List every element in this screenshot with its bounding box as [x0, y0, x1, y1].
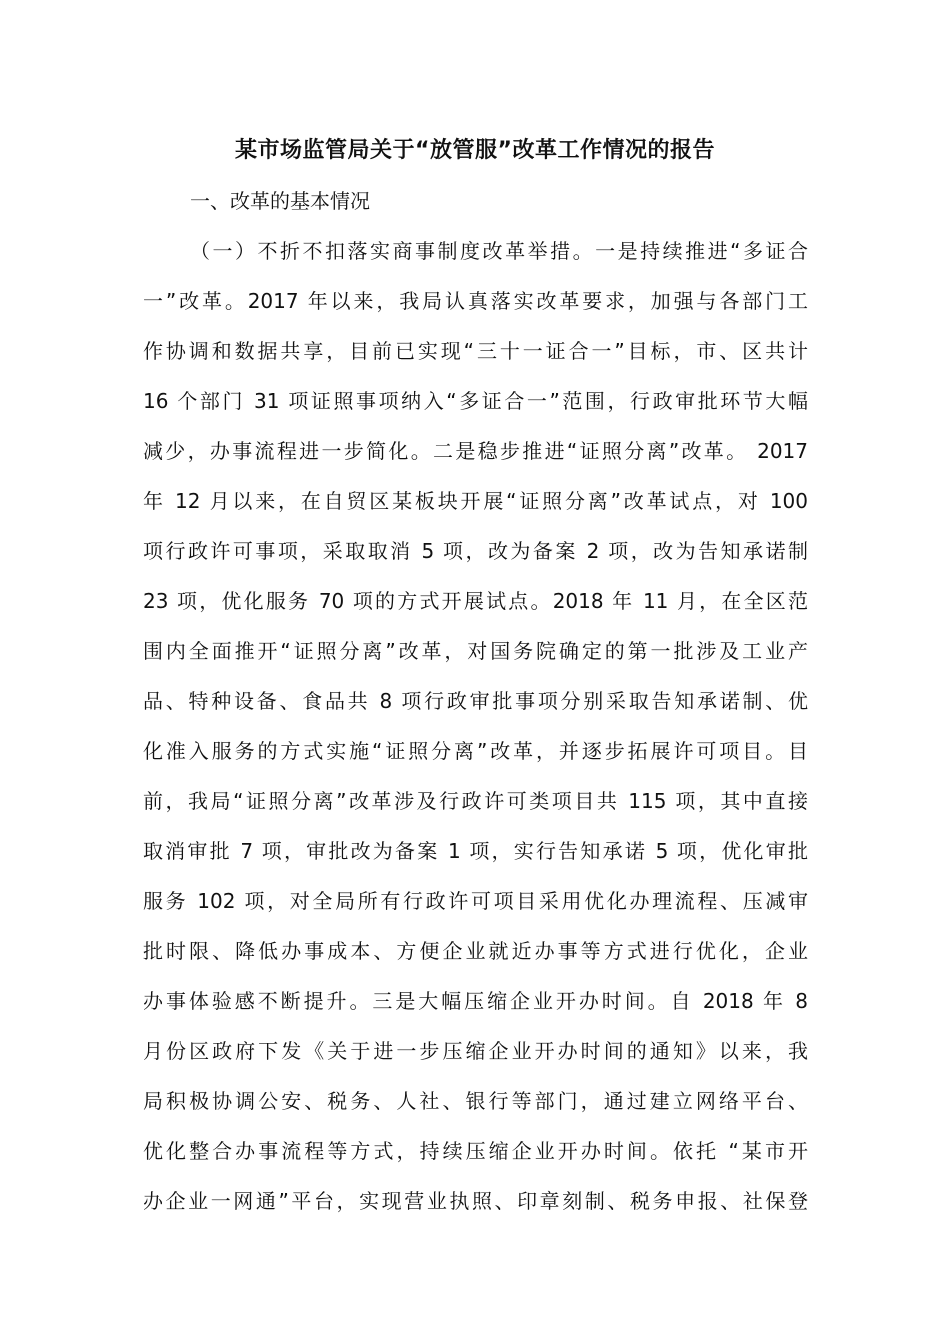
paragraph-line: 月份区政府下发《关于进一步压缩企业开办时间的通知》以来，我 — [143, 1039, 808, 1063]
paragraph-line: 批时限、降低办事成本、方便企业就近办事等方式进行优化，企业 — [143, 939, 808, 963]
paragraph-line: 局积极协调公安、税务、人社、银行等部门，通过建立网络平台、 — [143, 1089, 808, 1113]
paragraph-line: 服务 102 项，对全局所有行政许可项目采用优化办理流程、压减审 — [143, 889, 808, 913]
paragraph-line: 一”改革。2017 年以来，我局认真落实改革要求，加强与各部门工 — [143, 289, 808, 313]
paragraph-line: 取消审批 7 项，审批改为备案 1 项，实行告知承诺 5 项，优化审批 — [143, 839, 808, 863]
paragraph-line: 品、特种设备、食品共 8 项行政审批事项分别采取告知承诺制、优 — [143, 689, 808, 713]
paragraph-line: 23 项，优化服务 70 项的方式开展试点。2018 年 11 月，在全区范 — [143, 589, 808, 613]
paragraph-line: 优化整合办事流程等方式，持续压缩企业开办时间。依托 “某市开 — [143, 1139, 808, 1163]
section-heading: 一、改革的基本情况 — [190, 189, 370, 213]
paragraph-line: （一）不折不扣落实商事制度改革举措。一是持续推进“多证合 — [190, 239, 808, 263]
paragraph-line: 办企业一网通”平台，实现营业执照、印章刻制、税务申报、社保登 — [143, 1189, 808, 1213]
paragraph-line: 16 个部门 31 项证照事项纳入“多证合一”范围，行政审批环节大幅 — [143, 389, 808, 413]
paragraph-line: 化准入服务的方式实施“证照分离”改革，并逐步拓展许可项目。目 — [143, 739, 808, 763]
document-title: 某市场监管局关于“放管服”改革工作情况的报告 — [235, 138, 715, 163]
paragraph-line: 作协调和数据共享，目前已实现“三十一证合一”目标，市、区共计 — [143, 339, 808, 363]
paragraph-line: 围内全面推开“证照分离”改革，对国务院确定的第一批涉及工业产 — [143, 639, 808, 663]
paragraph-line: 项行政许可事项，采取取消 5 项，改为备案 2 项，改为告知承诺制 — [143, 539, 808, 563]
paragraph-line: 减少，办事流程进一步简化。二是稳步推进“证照分离”改革。 2017 — [143, 439, 808, 463]
paragraph-line: 办事体验感不断提升。三是大幅压缩企业开办时间。自 2018 年 8 — [143, 989, 808, 1013]
paragraph-body — [143, 233, 808, 1233]
paragraph-line: 前，我局“证照分离”改革涉及行政许可类项目共 115 项，其中直接 — [143, 789, 808, 813]
paragraph-line: 年 12 月以来，在自贸区某板块开展“证照分离”改革试点，对 100 — [143, 489, 808, 513]
